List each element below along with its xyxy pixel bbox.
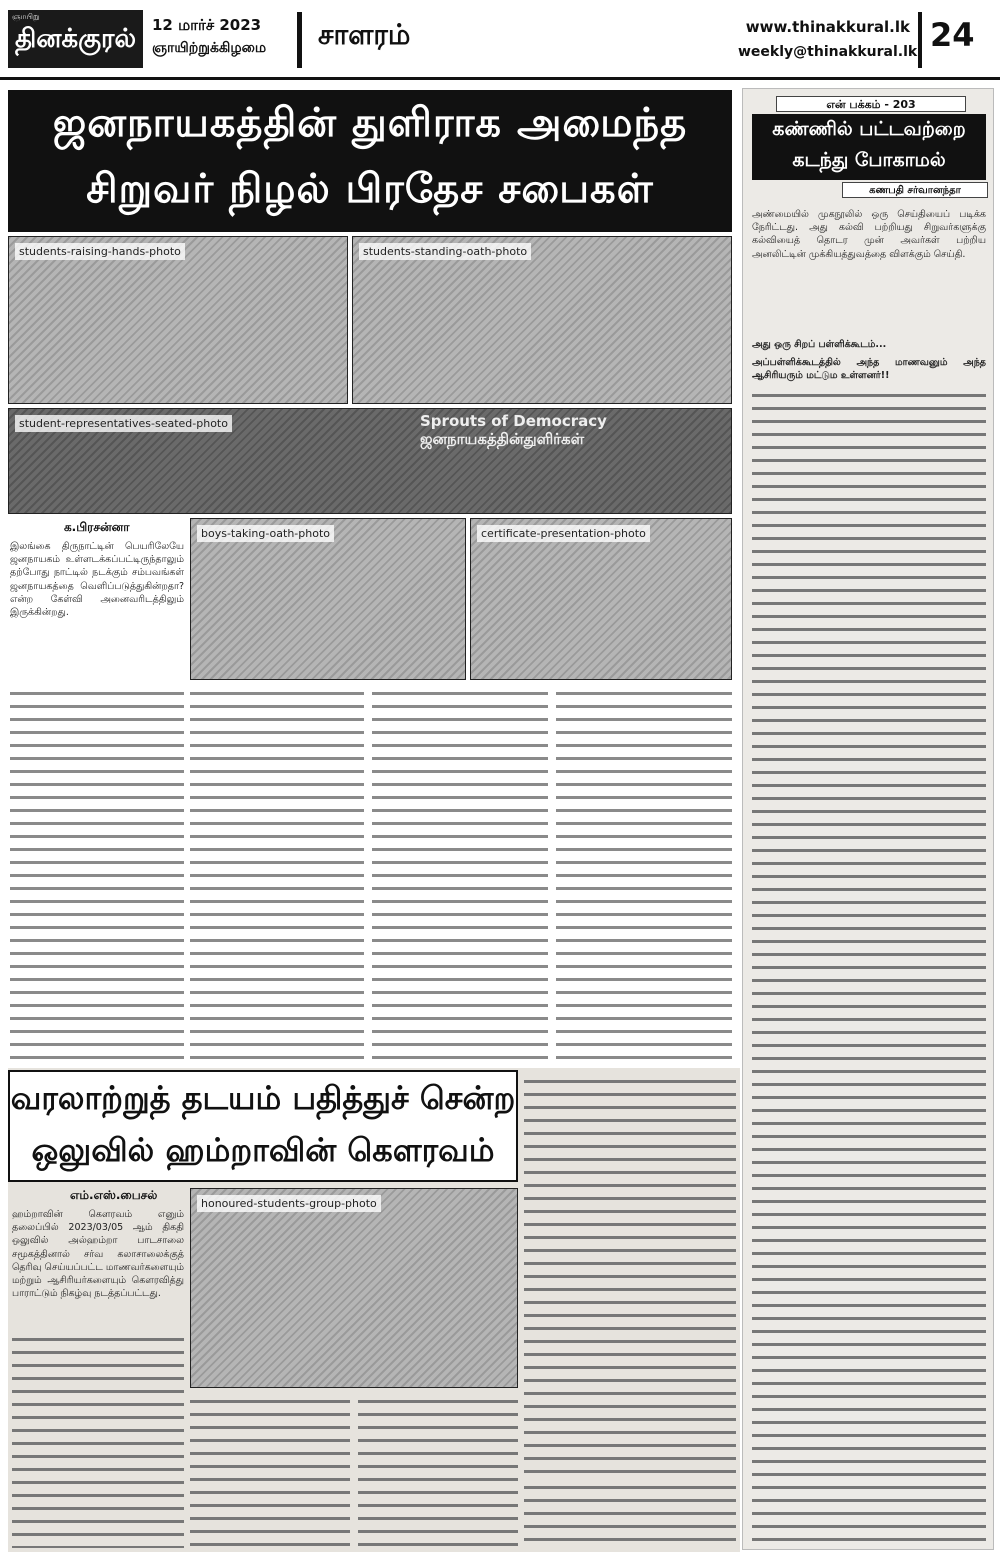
photo-caption: certificate-presentation-photo xyxy=(477,525,650,542)
photo-caption: student-representatives-seated-photo xyxy=(15,415,232,432)
issue-date: 12 மார்ச் 2023 xyxy=(152,16,262,34)
photo-caption: students-raising-hands-photo xyxy=(15,243,185,260)
second-headline-line2: ஒலுவில் ஹம்றாவின் கௌரவம் xyxy=(31,1131,495,1169)
banner-english: Sprouts of Democracy xyxy=(420,412,607,430)
section-title: சாளரம் xyxy=(318,18,411,51)
main-story-col3-text xyxy=(372,686,548,1062)
page-number-divider xyxy=(918,12,922,68)
second-story-col3-text xyxy=(358,1394,518,1548)
second-story-byline: எம்.எஸ்.பைசல் xyxy=(70,1188,158,1202)
logo-tagline: ஞாயிறு xyxy=(12,12,40,21)
issue-day: ஞாயிற்றுக்கிழமை xyxy=(152,40,267,56)
second-story-lead: ஹம்றாவின் கௌரவம் எனும் தலைப்பில் 2023/03/05 ஆம் திகதி ஒலுவில் அல்ஹம்றா பாடசாலை சமூகத்தினால் சர்வ கலாசாலைக்குத் தெரிவு செய்யப்பட்ட மாணவர்களையும் மற்றும் ஆசிரியர்களையும் கௌரவித்து பாராட்டும் நிகழ்வு நடத்தப்பட்டது. xyxy=(12,1209,184,1300)
second-headline-line1: வரலாற்றுத் தடயம் பதித்துச் சென்ற xyxy=(10,1079,516,1117)
masthead-divider xyxy=(297,12,302,68)
second-story-headline xyxy=(8,1070,518,1182)
photo-certificate-presentation xyxy=(470,518,732,680)
main-headline-line1: ஜனநாயகத்தின் துளிராக அமைந்த xyxy=(52,99,688,146)
second-story-col4-tail xyxy=(524,1480,736,1548)
main-headline xyxy=(8,90,732,232)
email-link[interactable]: weekly@thinakkural.lk xyxy=(738,44,918,60)
column-headline-line1: கண்ணில் பட்டவற்றை xyxy=(772,118,966,140)
column-quote2: அப்பள்ளிக்கூடத்தில் அந்த மாணவனும் அந்த ஆசிரியரும் மட்டும உள்ளனர்!! xyxy=(752,357,986,382)
second-story-col4-text xyxy=(524,1074,736,1474)
second-story-col1-text xyxy=(12,1332,184,1548)
column-quote1: அது ஒரு சிறப் பள்ளிக்கூடம்... xyxy=(752,339,887,350)
column-headline-line2: கடந்து போகாமல் xyxy=(792,149,946,171)
main-story-col1-text xyxy=(10,686,184,1062)
column-tag: என் பக்கம் - 203 xyxy=(776,96,966,112)
column-body-text xyxy=(752,388,986,1544)
newspaper-logo[interactable]: தினக்குரல் xyxy=(8,10,143,68)
second-story-col2-text xyxy=(190,1394,350,1548)
column-headline xyxy=(752,114,986,180)
page-number: 24 xyxy=(930,16,975,54)
main-story-col4-text xyxy=(556,686,732,1062)
banner-tamil: ஜனநாயகத்தின்துளிர்கள் xyxy=(420,430,585,448)
sprouts-banner xyxy=(420,412,730,450)
masthead xyxy=(0,0,1000,80)
photo-caption: honoured-students-group-photo xyxy=(197,1195,381,1212)
website-link[interactable]: www.thinakkural.lk xyxy=(745,18,910,36)
main-story-byline: க.பிரசன்னா xyxy=(64,520,130,534)
main-story-col2-text xyxy=(190,686,364,1062)
column-byline: கணபதி சர்வானந்தா xyxy=(842,182,988,198)
photo-students-raising-hands xyxy=(8,236,348,404)
photo-honoured-students-group xyxy=(190,1188,518,1388)
photo-caption: students-standing-oath-photo xyxy=(359,243,531,260)
main-headline-line2: சிறுவர் நிழல் பிரதேச சபைகள் xyxy=(86,165,654,212)
photo-boys-oath xyxy=(190,518,466,680)
photo-students-standing-oath xyxy=(352,236,732,404)
column-lead: அண்மையில் முகநூலில் ஒரு செய்தியைப் படிக்க நேரிட்டது. அது கல்வி பற்றியது சிறுவர்களுக்கு கல்வியைத் தொடர முன் அவர்கள் பற்றிய அனலிட்டின் முக்கியத்துவத்தை விளக்கும் செய்தி. xyxy=(752,209,986,260)
photo-caption: boys-taking-oath-photo xyxy=(197,525,334,542)
main-story-lead: இலங்கை திருநாட்டின் பெயரிலேயே ஜனநாயகம் உள்ளடக்கப்பட்டிருந்தாலும் தற்போது நாட்டில் நடக்கும் சம்பவங்கள் ஜனநாயகத்தை வெளிப்படுத்துகின்றதா? என்ற கேள்வி அனைவரிடத்திலும் இருக்கின்றது. xyxy=(10,541,184,619)
